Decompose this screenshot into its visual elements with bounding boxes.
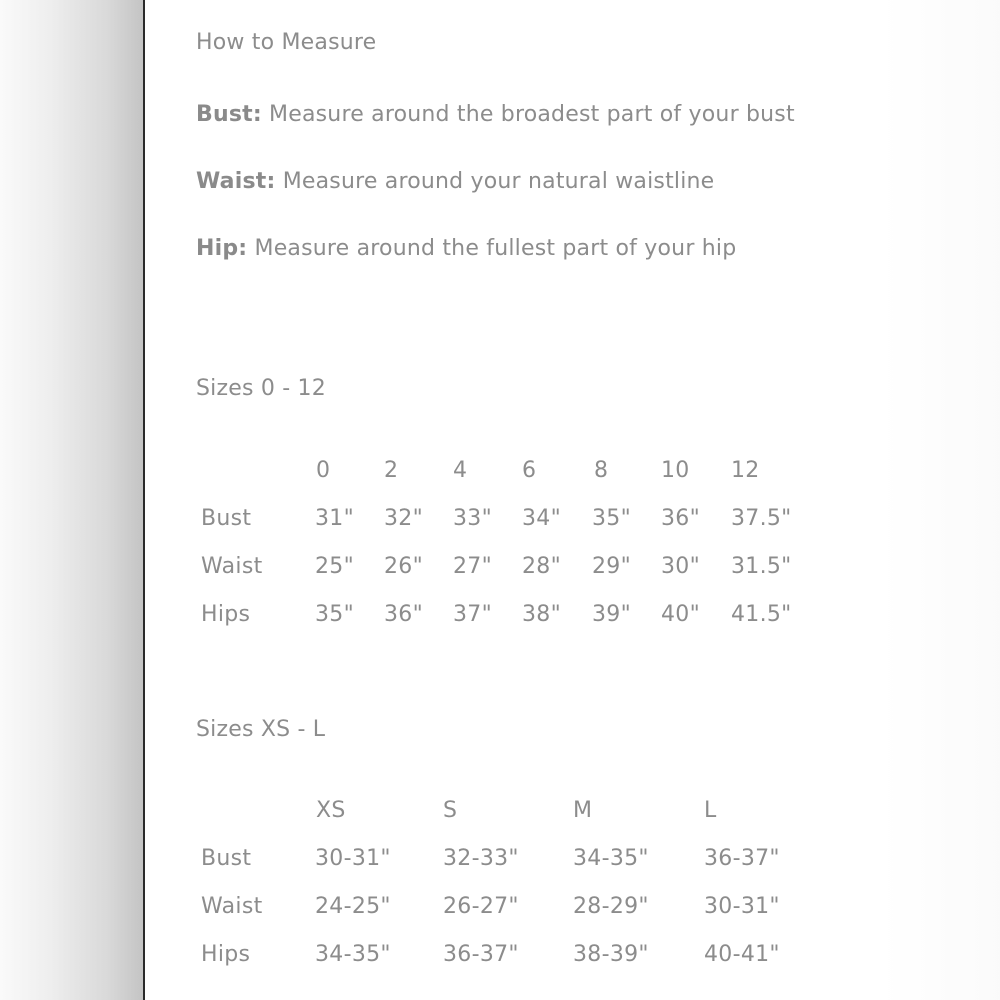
numeric-header-cell: 12 [731, 458, 760, 483]
numeric-table-cell: 35" [592, 506, 632, 531]
letter-row-label: Bust [201, 846, 252, 871]
measure-hip-text: Measure around the fullest part of your hip [254, 236, 737, 261]
letter-table-cell: 34-35" [315, 942, 391, 967]
letter-table-cell: 30-31" [315, 846, 391, 871]
letter-header-cell: S [443, 798, 458, 823]
numeric-table-cell: 41.5" [731, 602, 792, 627]
left-border-line [143, 0, 145, 1000]
numeric-table-cell: 30" [661, 554, 701, 579]
numeric-table-cell: 40" [661, 602, 701, 627]
measure-bust-term: Bust: [196, 102, 262, 127]
measure-hip-line [196, 236, 736, 261]
letter-table-cell: 36-37" [443, 942, 519, 967]
numeric-table-cell: 27" [453, 554, 493, 579]
numeric-header-cell: 4 [453, 458, 468, 483]
letter-header-cell: XS [316, 798, 346, 823]
measure-waist-text: Measure around your natural waistline [282, 169, 715, 194]
numeric-header-cell: 0 [316, 458, 331, 483]
measure-waist-line [196, 169, 714, 194]
letter-table-cell: 38-39" [573, 942, 649, 967]
numeric-header-cell: 6 [522, 458, 537, 483]
numeric-table-cell: 33" [453, 506, 493, 531]
numeric-table-cell: 29" [592, 554, 632, 579]
letter-table-cell: 34-35" [573, 846, 649, 871]
measure-bust-line [196, 102, 795, 127]
numeric-table-cell: 28" [522, 554, 562, 579]
numeric-header-cell: 10 [661, 458, 690, 483]
numeric-table-cell: 36" [384, 602, 424, 627]
numeric-sizes-title: Sizes 0 - 12 [196, 376, 326, 401]
letter-header-cell: M [573, 798, 593, 823]
numeric-table-cell: 26" [384, 554, 424, 579]
letter-table-cell: 40-41" [704, 942, 780, 967]
measure-hip-term: Hip: [196, 236, 248, 261]
letter-table-cell: 26-27" [443, 894, 519, 919]
letter-table-cell: 36-37" [704, 846, 780, 871]
how-to-measure-title: How to Measure [196, 30, 377, 55]
letter-sizes-title: Sizes XS - L [196, 717, 326, 742]
letter-row-label: Hips [201, 942, 251, 967]
numeric-table-cell: 34" [522, 506, 562, 531]
letter-table-cell: 28-29" [573, 894, 649, 919]
letter-table-cell: 32-33" [443, 846, 519, 871]
numeric-table-cell: 39" [592, 602, 632, 627]
letter-table-cell: 24-25" [315, 894, 391, 919]
numeric-table-cell: 25" [315, 554, 355, 579]
measure-bust-text: Measure around the broadest part of your bust [269, 102, 795, 127]
letter-row-label: Waist [201, 894, 263, 919]
numeric-table-cell: 36" [661, 506, 701, 531]
numeric-table-cell: 31.5" [731, 554, 792, 579]
numeric-table-cell: 31" [315, 506, 355, 531]
numeric-table-cell: 35" [315, 602, 355, 627]
right-fade-overlay [880, 0, 1000, 1000]
numeric-row-label: Bust [201, 506, 252, 531]
letter-table-cell: 30-31" [704, 894, 780, 919]
numeric-table-cell: 38" [522, 602, 562, 627]
numeric-table-cell: 32" [384, 506, 424, 531]
numeric-table-cell: 37" [453, 602, 493, 627]
numeric-header-cell: 2 [384, 458, 399, 483]
measure-waist-term: Waist: [196, 169, 276, 194]
letter-header-cell: L [704, 798, 717, 823]
numeric-table-cell: 37.5" [731, 506, 792, 531]
numeric-row-label: Waist [201, 554, 263, 579]
left-shadow-panel [0, 0, 143, 1000]
numeric-header-cell: 8 [594, 458, 609, 483]
numeric-row-label: Hips [201, 602, 251, 627]
